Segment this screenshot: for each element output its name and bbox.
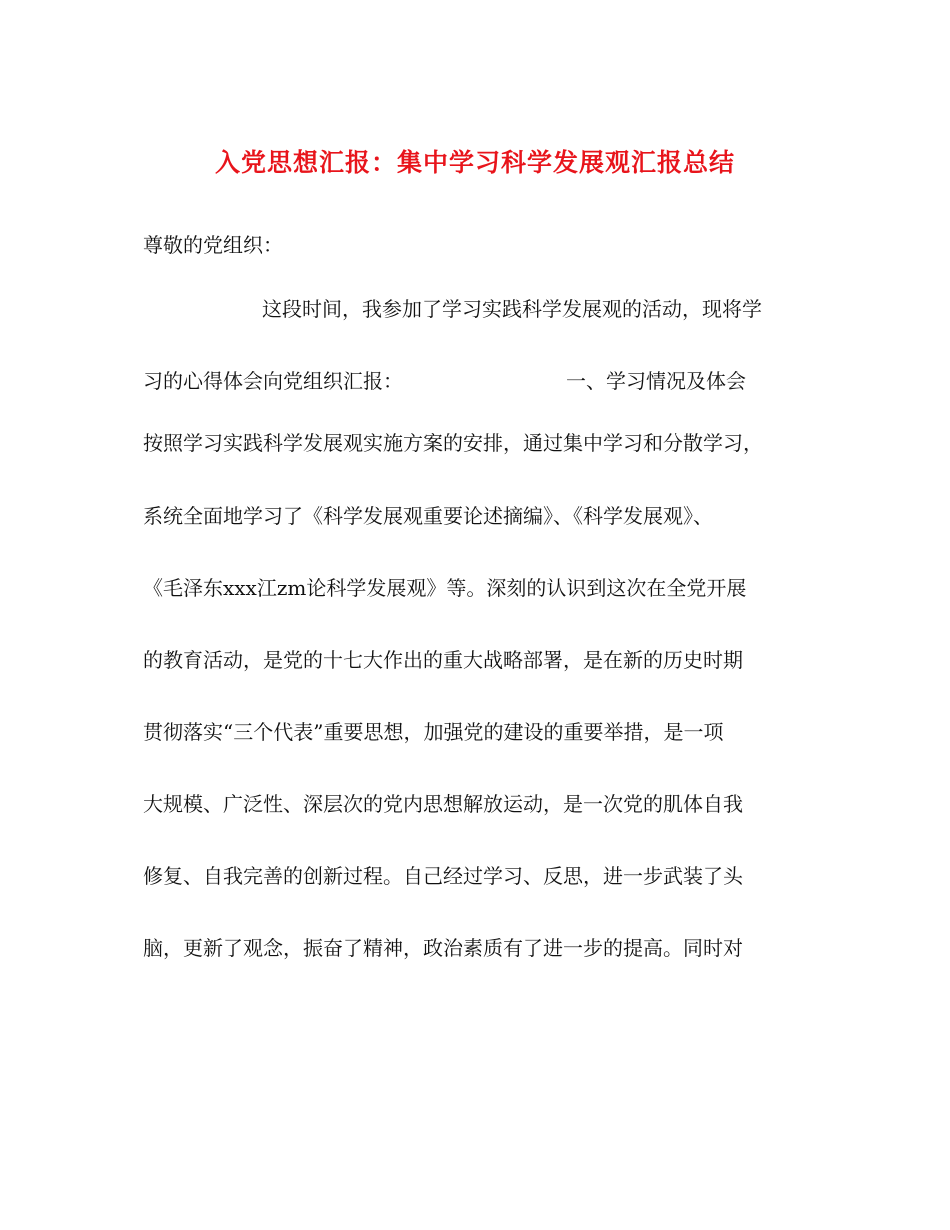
body-line-1: 这段时间，我参加了学习实践科学发展观的活动，现将学	[262, 297, 762, 321]
body-line-4: 系统全面地学习了《科学发展观重要论述摘编》、《科学发展观》、	[143, 504, 713, 528]
body-line-9: 修复、自我完善的创新过程。自己经过学习、反思，进一步武装了头	[143, 864, 743, 888]
body-line-3: 按照学习实践科学发展观实施方案的安排，通过集中学习和分散学习，	[143, 431, 763, 455]
salutation: 尊敬的党组织：	[143, 233, 283, 257]
body-line-2: 习的心得体会向党组织汇报：	[143, 369, 403, 393]
body-line-6: 的教育活动，是党的十七大作出的重大战略部署，是在新的历史时期	[143, 648, 743, 672]
section-heading: 一、学习情况及体会	[566, 369, 746, 393]
body-line-8: 大规模、广泛性、深层次的党内思想解放运动，是一次党的肌体自我	[143, 792, 743, 816]
body-line-7: 贯彻落实“三个代表”重要思想，加强党的建设的重要举措，是一项	[143, 720, 724, 744]
body-line-5: 《毛泽东xxx江zm论科学发展观》等。深刻的认识到这次在全党开展	[143, 576, 747, 600]
document-title: 入党思想汇报：集中学习科学发展观汇报总结	[214, 148, 735, 177]
body-line-10: 脑，更新了观念，振奋了精神，政治素质有了进一步的提高。同时对	[143, 936, 743, 960]
